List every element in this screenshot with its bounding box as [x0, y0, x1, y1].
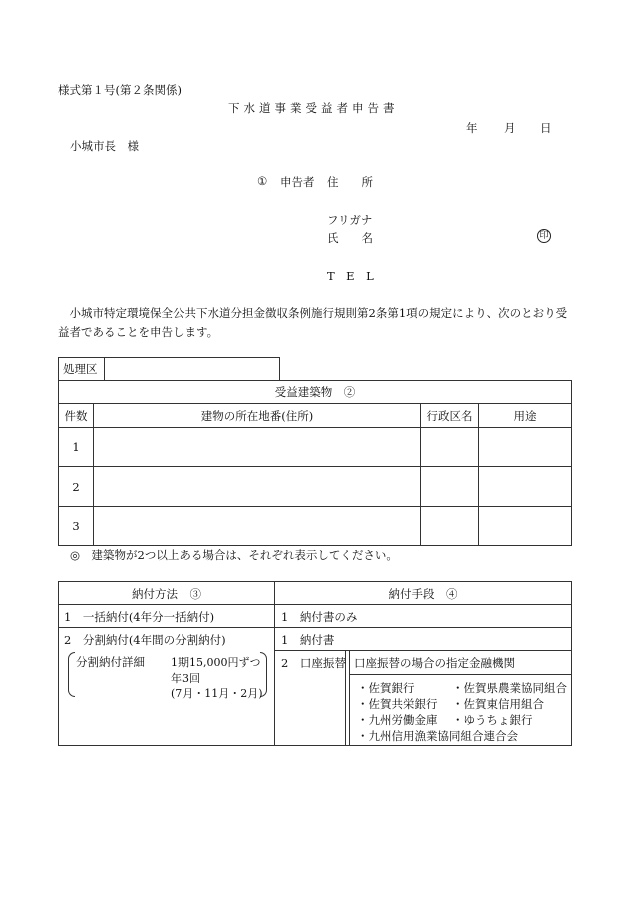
installment-detail-frequency: 年3回 — [171, 672, 200, 685]
form-number: 様式第１号(第２条関係) — [58, 83, 182, 97]
bank-item: ・ゆうちょ銀行 — [452, 713, 533, 727]
use-cell[interactable] — [479, 507, 572, 546]
table-row — [59, 428, 572, 467]
row-number: 3 — [59, 507, 94, 546]
form-title: 下水道事業受益者申告書 — [228, 101, 399, 115]
date-month-label: 月 — [504, 121, 516, 135]
processing-area-field[interactable] — [105, 358, 280, 381]
use-cell[interactable] — [479, 428, 572, 467]
bank-item: ・九州労働金庫 — [357, 713, 438, 727]
payment-table — [58, 581, 572, 746]
furigana-label: フリガナ — [327, 213, 373, 227]
applicant-label: 申告者 — [280, 175, 315, 189]
col-count: 件数 — [59, 404, 94, 428]
installment-detail-label: 分割納付詳細 — [76, 655, 145, 669]
processing-area-table — [58, 357, 280, 381]
tel-label: T E L — [327, 269, 374, 283]
date-day-label: 日 — [540, 121, 552, 135]
address-cell[interactable] — [94, 507, 421, 546]
declaration-text: 小城市特定環境保全公共下水道分担金徴収条例施行規則第2条第1項の規定により、次のとおり受益者であることを申告します。 — [58, 306, 568, 339]
processing-area-label: 処理区 — [59, 358, 105, 381]
means-invoice[interactable]: 1 納付書 — [281, 633, 335, 647]
name-label: 氏 名 — [327, 231, 373, 245]
buildings-note: ◎ 建築物が2つ以上ある場合は、それぞれ表示してください。 — [70, 548, 398, 562]
table-row — [59, 507, 572, 546]
bank-item: ・九州信用漁業協同組合連合会 — [357, 729, 518, 743]
seal-mark — [537, 229, 551, 243]
installment-detail-months: (7月・11月・2月) — [171, 687, 263, 700]
district-cell[interactable] — [421, 467, 479, 507]
payment-means-header: 納付手段 ④ — [388, 587, 458, 601]
row-number: 1 — [59, 428, 94, 467]
bank-item: ・佐賀県農業協同組合 — [452, 681, 567, 695]
col-district: 行政区名 — [421, 404, 479, 428]
payment-method-header: 納付方法 ③ — [132, 587, 201, 601]
date-year-label: 年 — [466, 121, 478, 135]
installment-detail-amount: 1期15,000円ずつ — [171, 656, 261, 669]
means-account-transfer[interactable]: 2 口座振替 — [281, 656, 346, 670]
row-number: 2 — [59, 467, 94, 507]
address-cell[interactable] — [94, 467, 421, 507]
buildings-table — [58, 380, 572, 546]
bank-item: ・佐賀銀行 — [357, 681, 415, 695]
seal-label: 印 — [539, 231, 549, 241]
bank-header: 口座振替の場合の指定金融機関 — [354, 656, 515, 670]
table-row — [59, 467, 572, 507]
installment-option[interactable]: 2 分割納付(4年間の分割納付) — [64, 633, 226, 647]
col-use: 用途 — [479, 404, 572, 428]
col-address: 建物の所在地番(住所) — [94, 404, 421, 428]
address-label: 住 所 — [327, 175, 373, 189]
district-cell[interactable] — [421, 507, 479, 546]
bank-item: ・佐賀共栄銀行 — [357, 697, 438, 711]
buildings-header: 受益建築物 ② — [59, 381, 572, 404]
applicant-circle-number: ① — [257, 174, 268, 188]
address-cell[interactable] — [94, 428, 421, 467]
means-invoice-only[interactable]: 1 納付書のみ — [281, 610, 358, 624]
lump-sum-option[interactable]: 1 一括納付(4年分一括納付) — [64, 610, 215, 624]
district-cell[interactable] — [421, 428, 479, 467]
use-cell[interactable] — [479, 467, 572, 507]
addressee: 小城市長 様 — [70, 139, 139, 153]
bank-item: ・佐賀東信用組合 — [452, 697, 544, 711]
bracket-left — [68, 652, 75, 697]
